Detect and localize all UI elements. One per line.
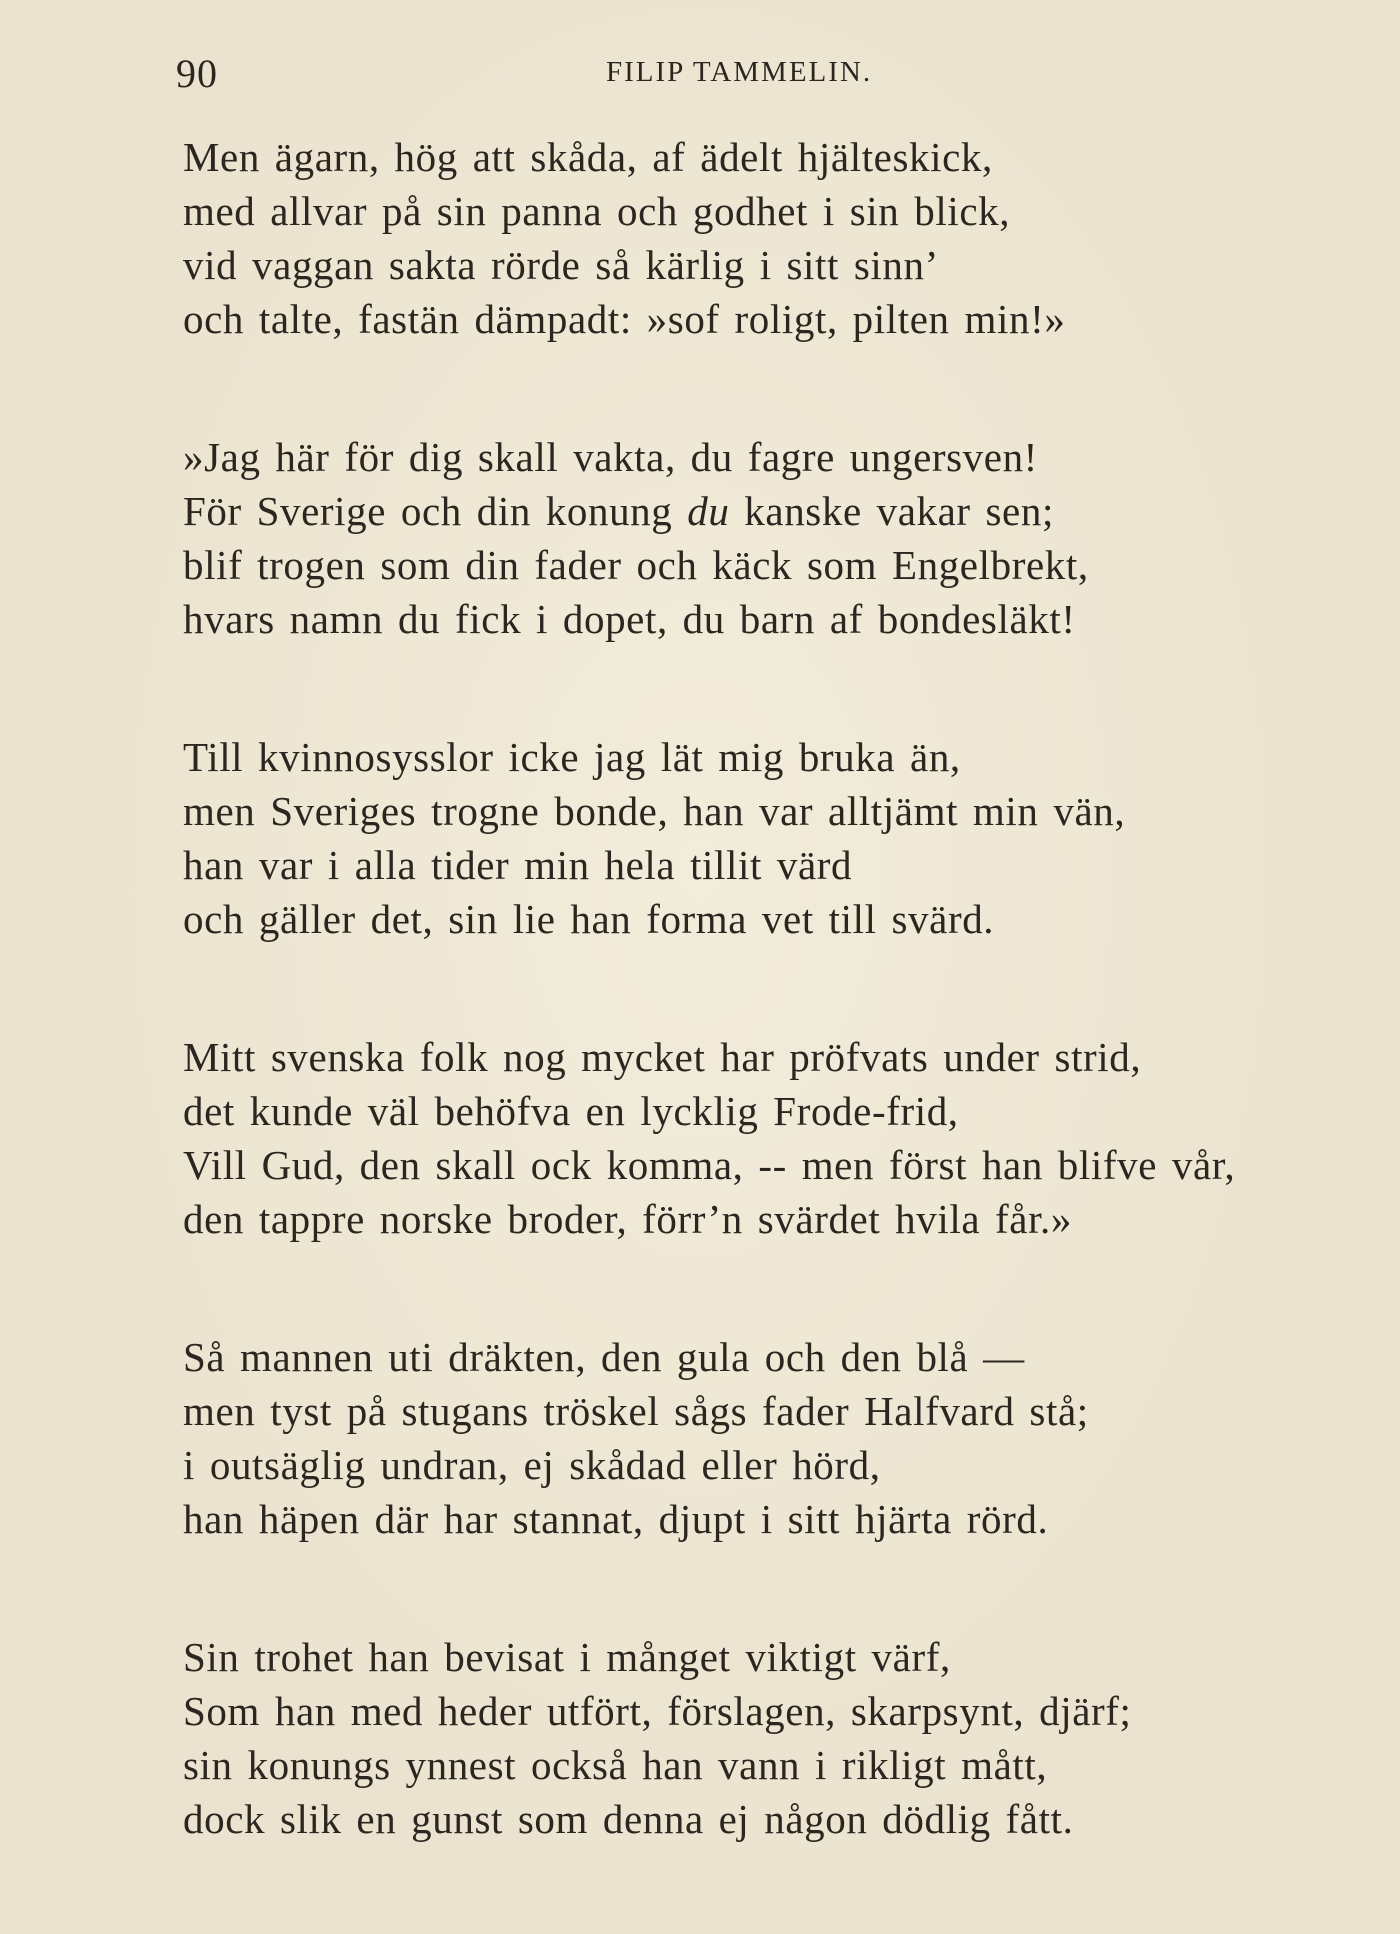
verse-line-end: kanske vakar sen; bbox=[729, 488, 1054, 534]
stanza-spacer bbox=[183, 646, 1333, 730]
running-head bbox=[176, 50, 1276, 100]
verse-line: hvars namn du fick i dopet, du barn af bondesläkt! bbox=[183, 596, 1076, 642]
italic-emphasis: du bbox=[687, 488, 730, 534]
stanza-spacer bbox=[183, 946, 1333, 1030]
verse-line: med allvar på sin panna och godhet i sin blick, bbox=[183, 188, 1011, 234]
stanza-spacer bbox=[183, 1246, 1333, 1330]
verse-line: det kunde väl behöfva en lycklig Frode-frid, bbox=[183, 1088, 959, 1134]
verse-line: Som han med heder utfört, förslagen, skarpsynt, djärf; bbox=[183, 1688, 1132, 1734]
verse-line: och talte, fastän dämpadt: »sof roligt, pilten min!» bbox=[183, 296, 1066, 342]
verse-line: Så mannen uti dräkten, den gula och den blå — bbox=[183, 1334, 1025, 1380]
verse-line: men tyst på stugans tröskel sågs fader Halfvard stå; bbox=[183, 1388, 1089, 1434]
poem bbox=[183, 130, 1333, 1846]
verse-line: sin konungs ynnest också han vann i rikligt mått, bbox=[183, 1742, 1048, 1788]
verse-line: Sin trohet han bevisat i månget viktigt värf, bbox=[183, 1634, 951, 1680]
stanza-spacer bbox=[183, 1546, 1333, 1630]
stanza-spacer bbox=[183, 346, 1333, 430]
stanza-5 bbox=[183, 1330, 1333, 1546]
verse-line: i outsäglig undran, ej skådad eller hörd, bbox=[183, 1442, 881, 1488]
stanza-4 bbox=[183, 1030, 1333, 1246]
verse-line: Till kvinnosysslor icke jag lät mig bruka än, bbox=[183, 734, 961, 780]
verse-line: men Sveriges trogne bonde, han var alltjämt min vän, bbox=[183, 788, 1126, 834]
verse-line: dock slik en gunst som denna ej någon dödlig fått. bbox=[183, 1796, 1074, 1842]
verse-line: Vill Gud, den skall ock komma, -- men först han blifve vår, bbox=[183, 1142, 1236, 1188]
verse-line: han var i alla tider min hela tillit värd bbox=[183, 842, 853, 888]
running-head-title: FILIP TAMMELIN. bbox=[606, 56, 873, 88]
verse-line: han häpen där har stannat, djupt i sitt hjärta rörd. bbox=[183, 1496, 1049, 1542]
verse-line: »Jag här för dig skall vakta, du fagre ungersven! bbox=[183, 434, 1038, 480]
verse-line: och gäller det, sin lie han forma vet till svärd. bbox=[183, 896, 995, 942]
verse-line-start: För Sverige och din konung bbox=[183, 488, 688, 534]
stanza-6 bbox=[183, 1630, 1333, 1846]
verse-line-with-emphasis bbox=[183, 484, 1333, 538]
stanza-2 bbox=[183, 430, 1333, 646]
verse-line: Men ägarn, hög att skåda, af ädelt hjälteskick, bbox=[183, 134, 993, 180]
stanza-3 bbox=[183, 730, 1333, 946]
stanza-1 bbox=[183, 130, 1333, 346]
verse-line: vid vaggan sakta rörde så kärlig i sitt sinn’ bbox=[183, 242, 939, 288]
verse-line: blif trogen som din fader och käck som Engelbrekt, bbox=[183, 542, 1089, 588]
verse-line: Mitt svenska folk nog mycket har pröfvats under strid, bbox=[183, 1034, 1142, 1080]
page-number: 90 bbox=[176, 51, 218, 96]
verse-line: den tappre norske broder, förr’n svärdet hvila får.» bbox=[183, 1196, 1073, 1242]
